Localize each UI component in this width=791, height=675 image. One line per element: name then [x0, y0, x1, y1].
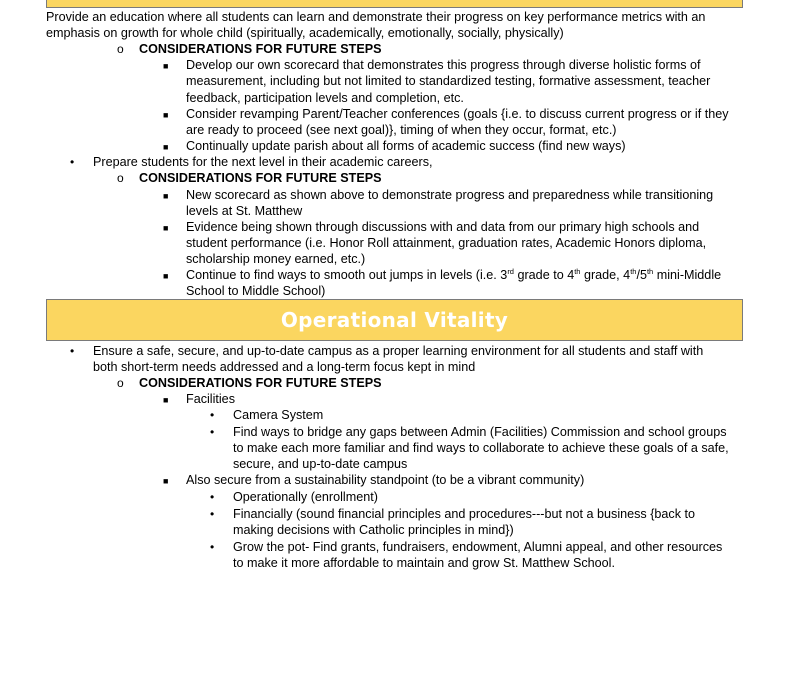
s1-item-1-line-2: measurement, including but not limited to standardized testing, formative assessment, teacher [186, 74, 711, 88]
dot-bullet-icon: • [210, 425, 215, 439]
square-bullet-icon: ■ [163, 476, 169, 486]
considerations-heading-3: CONSIDERATIONS FOR FUTURE STEPS [139, 376, 382, 390]
s2-item-1-line-2: levels at St. Matthew [186, 204, 303, 218]
sustainability-item-1: Operationally (enrollment) [233, 490, 378, 504]
s2-item-2-line-3: scholarship money earned, etc.) [186, 252, 366, 266]
square-bullet-icon: ■ [163, 110, 169, 120]
circle-bullet-icon: o [117, 171, 124, 185]
square-bullet-icon: ■ [163, 271, 169, 281]
sustainability-label: Also secure from a sustainability standpoint (to be a vibrant community) [186, 473, 585, 487]
sustainability-item-2-line-2: making decisions with Catholic principles in mind}) [233, 523, 514, 537]
s1-item-2-line-2: are ready to proceed (see next goal)}, timing of when they occur, format, etc.) [186, 123, 617, 137]
s2-goal: Prepare students for the next level in their academic careers, [93, 155, 433, 169]
s2-item-3-line-1: Continue to find ways to smooth out jumps in levels (i.e. 3rd grade to 4th grade, 4th/5th mini-Middle [186, 267, 722, 282]
dot-bullet-icon: • [210, 540, 215, 554]
s1-item-1-line-1: Develop our own scorecard that demonstrates this progress through diverse holistic forms of [186, 58, 701, 72]
square-bullet-icon: ■ [163, 191, 169, 201]
square-bullet-icon: ■ [163, 395, 169, 405]
s1-item-2-line-1: Consider revamping Parent/Teacher conferences (goals {i.e. to discuss current progress or if they [186, 107, 729, 121]
considerations-heading-2: CONSIDERATIONS FOR FUTURE STEPS [139, 171, 382, 185]
sustainability-item-2-line-1: Financially (sound financial principles and procedures---but not a business {back to [233, 507, 696, 521]
facilities-item-2-line-2: to make each more familiar and find ways to collaborate to achieve these goals of a safe, [233, 441, 729, 455]
facilities-item-2-line-1: Find ways to bridge any gaps between Admin (Facilities) Commission and school groups [233, 425, 727, 439]
sustainability-item-3-line-1: Grow the pot- Find grants, fundraisers, endowment, Alumni appeal, and other resources [233, 540, 723, 554]
facilities-label: Facilities [186, 392, 235, 406]
considerations-heading-1: CONSIDERATIONS FOR FUTURE STEPS [139, 42, 382, 56]
intro-line-1: Provide an education where all students can learn and demonstrate their progress on key performance metrics with an [46, 10, 706, 24]
circle-bullet-icon: o [117, 376, 124, 390]
square-bullet-icon: ■ [163, 61, 169, 71]
intro-line-2: emphasis on growth for whole child (spiritually, academically, emotionally, socially, physically) [46, 26, 564, 40]
facilities-item-1: Camera System [233, 408, 324, 422]
operational-vitality-banner [46, 299, 743, 341]
dot-bullet-icon: • [70, 155, 75, 169]
sustainability-item-3-line-2: to make it more affordable to maintain and grow St. Matthew School. [233, 556, 615, 570]
s2-item-2-line-1: Evidence being shown through discussions with and data from our primary high schools and [186, 220, 700, 234]
s1-item-3-line-1: Continually update parish about all forms of academic success (find new ways) [186, 139, 626, 153]
s2-item-3-line-2: School to Middle School) [186, 284, 326, 298]
s2-item-2-line-2: student performance (i.e. Honor Roll attainment, graduation rates, Academic Honors diploma, [186, 236, 707, 250]
section-banner-top [46, 0, 743, 8]
dot-bullet-icon: • [210, 408, 215, 422]
dot-bullet-icon: • [210, 507, 215, 521]
circle-bullet-icon: o [117, 42, 124, 56]
s3-goal-line-2: both short-term needs addressed and a long-term focus kept in mind [93, 360, 476, 374]
s3-goal-line-1: Ensure a safe, secure, and up-to-date campus as a proper learning environment for all students and staff with [93, 344, 704, 358]
s1-item-1-line-3: feedback, participation levels and completion, etc. [186, 91, 464, 105]
s2-item-1-line-1: New scorecard as shown above to demonstrate progress and preparedness while transitioning [186, 188, 714, 202]
square-bullet-icon: ■ [163, 223, 169, 233]
banner-title: Operational Vitality [280, 307, 509, 332]
square-bullet-icon: ■ [163, 142, 169, 152]
dot-bullet-icon: • [210, 490, 215, 504]
facilities-item-2-line-3: secure, and up-to-date campus [233, 457, 408, 471]
dot-bullet-icon: • [70, 344, 75, 358]
